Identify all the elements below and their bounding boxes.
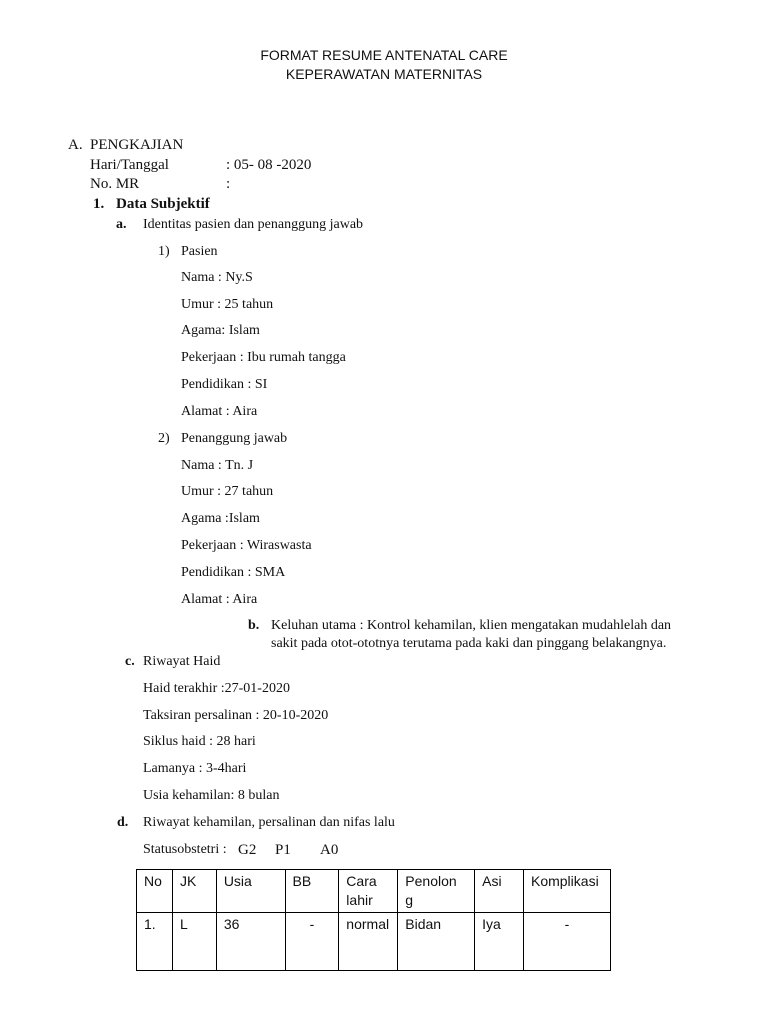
document-title-line1: FORMAT RESUME ANTENATAL CARE bbox=[260, 47, 508, 63]
riwayat-haid-field: Taksiran persalinan : 20-10-2020 bbox=[143, 708, 329, 723]
item-a-label: a. bbox=[116, 217, 127, 232]
riwayat-kehamilan-heading: Riwayat kehamilan, persalinan dan nifas lalu bbox=[143, 815, 395, 830]
table-row bbox=[137, 913, 611, 971]
mr-value: : bbox=[226, 176, 231, 192]
data-subjektif-number: 1. bbox=[93, 196, 105, 212]
pasien-heading: Pasien bbox=[181, 244, 218, 259]
keluhan-line2: sakit pada otot-ototnya terutama pada kaki dan pinggang belakangnya. bbox=[271, 636, 667, 651]
riwayat-haid-field: Usia kehamilan: 8 bulan bbox=[143, 788, 280, 803]
pasien-field: Pendidikan : SI bbox=[181, 377, 268, 392]
status-p: P1 bbox=[275, 842, 291, 858]
header-cell: No bbox=[137, 870, 173, 913]
item-a-text: Identitas pasien dan penanggung jawab bbox=[143, 217, 364, 232]
pasien-field: Agama: Islam bbox=[181, 323, 260, 338]
pasien-number: 1) bbox=[158, 244, 170, 259]
penanggung-field: Pendidikan : SMA bbox=[181, 565, 286, 580]
document-title-line2: KEPERAWATAN MATERNITAS bbox=[285, 66, 483, 82]
riwayat-kehamilan-label: d. bbox=[117, 815, 129, 830]
table-header-row bbox=[137, 870, 611, 913]
pasien-field: Nama : Ny.S bbox=[181, 270, 253, 285]
status-a: A0 bbox=[320, 842, 339, 858]
penanggung-field: Pekerjaan : Wiraswasta bbox=[181, 538, 312, 553]
pasien-field: Umur : 25 tahun bbox=[181, 297, 274, 312]
riwayat-haid-field: Haid terakhir :27-01-2020 bbox=[143, 681, 290, 696]
table-cell: 36 bbox=[216, 913, 285, 971]
table-cell: - bbox=[285, 913, 339, 971]
header-cell: Usia bbox=[216, 870, 285, 913]
penanggung-field: Alamat : Aira bbox=[181, 592, 258, 607]
status-obstetri-label: Statusobstetri : bbox=[143, 842, 227, 857]
table-cell: Bidan bbox=[398, 913, 475, 971]
riwayat-haid-field: Lamanya : 3-4hari bbox=[143, 761, 247, 776]
pasien-field: Alamat : Aira bbox=[181, 404, 258, 419]
keluhan-label: b. bbox=[248, 618, 260, 633]
header-cell: Komplikasi bbox=[523, 870, 610, 913]
header-cell: Asi bbox=[475, 870, 524, 913]
pasien-field: Pekerjaan : Ibu rumah tangga bbox=[181, 350, 346, 365]
penanggung-heading: Penanggung jawab bbox=[181, 431, 288, 446]
keluhan-line1: Keluhan utama : Kontrol kehamilan, klien mengatakan mudahlelah dan bbox=[271, 618, 672, 633]
riwayat-haid-label: c. bbox=[125, 654, 135, 669]
penanggung-field: Umur : 27 tahun bbox=[181, 484, 274, 499]
riwayat-haid-field: Siklus haid : 28 hari bbox=[143, 734, 256, 749]
table-cell: - bbox=[523, 913, 610, 971]
penanggung-number: 2) bbox=[158, 431, 170, 446]
table-cell: normal bbox=[339, 913, 398, 971]
mr-label: No. MR bbox=[90, 176, 140, 192]
date-label: Hari/Tanggal bbox=[90, 157, 169, 173]
header-cell: Penolon g bbox=[398, 870, 475, 913]
section-a-label: A. bbox=[68, 137, 83, 153]
obstetric-history-table bbox=[136, 869, 611, 971]
header-cell: Cara lahir bbox=[339, 870, 398, 913]
header-cell: JK bbox=[172, 870, 216, 913]
data-subjektif-title: Data Subjektif bbox=[116, 196, 210, 212]
penanggung-field: Agama :Islam bbox=[181, 511, 260, 526]
status-g: G2 bbox=[238, 842, 257, 858]
riwayat-haid-heading: Riwayat Haid bbox=[143, 654, 221, 669]
date-value: : 05- 08 -2020 bbox=[226, 157, 312, 173]
penanggung-field: Nama : Tn. J bbox=[181, 458, 254, 473]
table-cell: Iya bbox=[475, 913, 524, 971]
table-cell: 1. bbox=[137, 913, 173, 971]
header-cell: BB bbox=[285, 870, 339, 913]
table-cell: L bbox=[172, 913, 216, 971]
section-a-title: PENGKAJIAN bbox=[90, 137, 184, 153]
